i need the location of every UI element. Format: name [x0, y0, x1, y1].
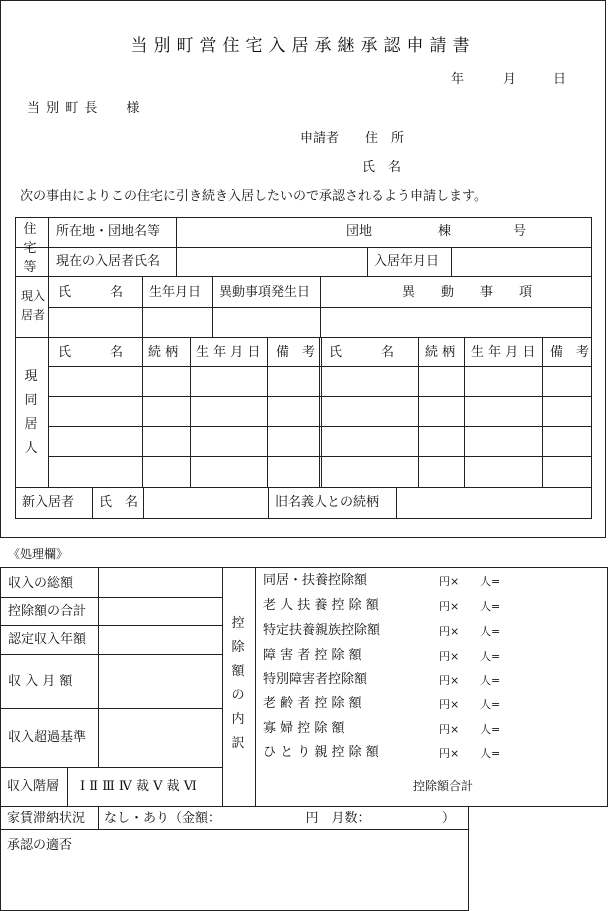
cohabitant-birth-header-left: 生 年 月 日	[196, 345, 261, 360]
yen-unit: 円×	[439, 600, 460, 613]
income-total-label: 収入の総額	[8, 576, 74, 591]
tenant-section-label: 現入居者	[21, 289, 46, 322]
deduction-total-label: 控除額の合計	[8, 604, 87, 619]
person-unit: 人=	[480, 650, 501, 663]
current-tenant-label: 現在の入居者氏名	[56, 254, 161, 269]
location-label: 所在地・団地名等	[56, 224, 161, 239]
addressee: 当 別 町 長 様	[27, 101, 141, 116]
person-unit: 人=	[480, 625, 501, 638]
income-tier-label: 収入階層	[7, 779, 60, 794]
deduction-item: ひ と り 親 控 除 額	[263, 745, 379, 760]
yen-unit: 円×	[439, 674, 460, 687]
applicant-label: 申請者	[300, 131, 340, 146]
yen-unit: 円×	[439, 650, 460, 663]
housing-section-label: 住宅等	[23, 222, 37, 275]
person-unit: 人=	[480, 698, 501, 711]
deduction-item: 特定扶養親族控除額	[263, 623, 381, 638]
person-unit: 人=	[480, 747, 501, 760]
income-tier-values: Ⅰ Ⅱ Ⅲ Ⅳ 裁 Ⅴ 裁 Ⅵ	[80, 779, 197, 794]
date-month-label: 月	[503, 72, 517, 87]
yen-unit: 円×	[439, 747, 460, 760]
yen-unit: 円×	[439, 723, 460, 736]
tenant-birth-header: 生年月日	[149, 285, 202, 300]
rent-arrears-value: なし・あり（金額： 円 月数： ）	[104, 811, 456, 826]
building-label: 棟	[438, 224, 452, 239]
cohabitant-name-header-left: 氏 名	[58, 345, 124, 360]
person-unit: 人=	[480, 674, 501, 687]
date-year-label: 年	[451, 72, 465, 87]
yen-unit: 円×	[439, 575, 460, 588]
cohabitant-note-header-left: 備 考	[276, 345, 316, 360]
statement: 次の事由によりこの住宅に引き続き入居したいので承認されるよう申請します。	[20, 189, 487, 204]
change-header: 異 動 事 項	[402, 285, 533, 300]
deduction-item: 寡 婦 控 除 額	[263, 721, 345, 736]
deduction-item: 障 害 者 控 除 額	[263, 648, 362, 663]
form-title: 当別町営住宅入居承継承認申請書	[130, 36, 476, 56]
person-unit: 人=	[480, 600, 501, 613]
new-tenant-name-label: 氏 名	[99, 495, 139, 510]
yen-unit: 円×	[439, 625, 460, 638]
rent-arrears-label: 家賃滞納状況	[7, 811, 86, 826]
number-label: 号	[513, 224, 527, 239]
yen-unit: 円×	[439, 698, 460, 711]
deduction-item: 老 人 扶 養 控 除 額	[263, 598, 379, 613]
processing-section-label: 《処理欄》	[8, 547, 69, 561]
name-label: 氏 名	[362, 160, 402, 175]
deduction-item: 特別障害者控除額	[263, 672, 368, 687]
deduction-sum-label: 控除額合計	[413, 779, 474, 793]
cohabitant-relation-header-right: 続 柄	[425, 345, 456, 360]
cohabitant-note-header-right: 備 考	[550, 345, 590, 360]
move-in-date-label: 入居年月日	[374, 254, 440, 269]
person-unit: 人=	[480, 723, 501, 736]
person-unit: 人=	[480, 575, 501, 588]
danchi-label: 団地	[346, 224, 373, 239]
cohabitant-name-header-right: 氏 名	[329, 345, 395, 360]
deduction-item: 老 齢 者 控 除 額	[263, 696, 362, 711]
income-excess-label: 収入超過基準	[8, 730, 87, 745]
approval-label: 承認の適否	[7, 838, 73, 853]
date-day-label: 日	[553, 72, 567, 87]
certified-income-label: 認定収入年額	[8, 632, 87, 647]
cohabitant-section-label: 現同居人	[24, 369, 38, 456]
relation-label: 旧名義人との続柄	[275, 495, 380, 510]
address-label: 住 所	[365, 131, 405, 146]
monthly-income-label: 収 入 月 額	[8, 674, 73, 689]
change-date-header: 異動事項発生日	[219, 285, 311, 300]
deduction-item: 同居・扶養控除額	[263, 573, 368, 588]
cohabitant-relation-header-left: 続 柄	[148, 345, 179, 360]
new-tenant-label: 新入居者	[22, 495, 75, 510]
cohabitant-birth-header-right: 生 年 月 日	[471, 345, 536, 360]
deduction-breakdown-label: 控除額の内訳	[231, 616, 245, 751]
tenant-name-header: 氏 名	[58, 285, 124, 300]
